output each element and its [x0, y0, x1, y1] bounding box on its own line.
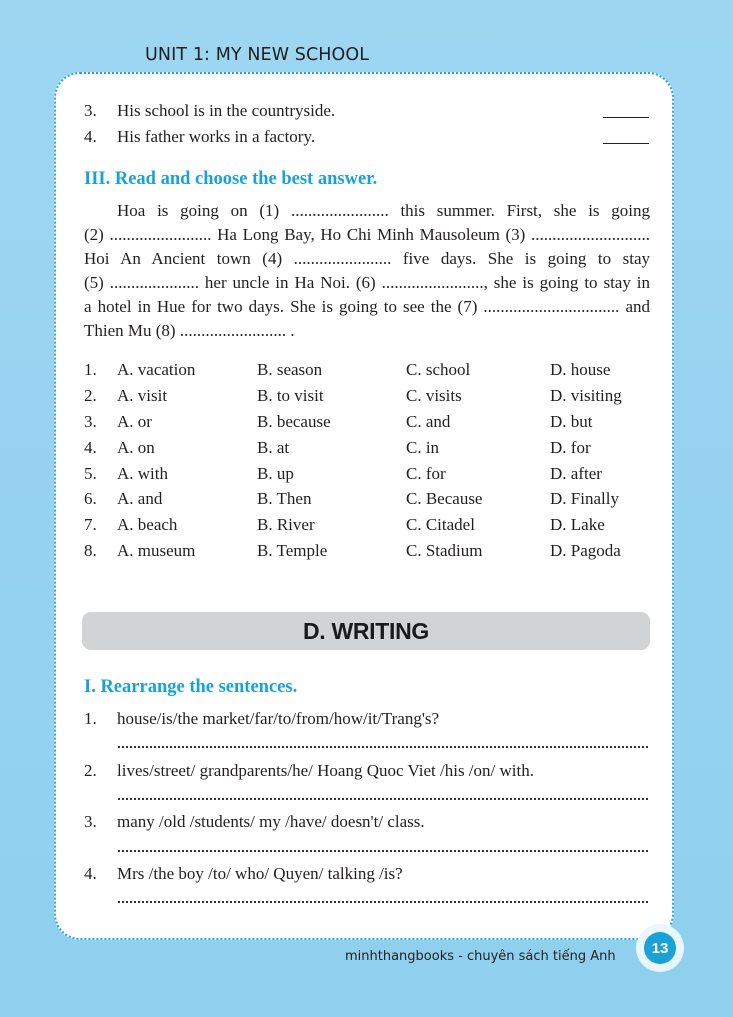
item-text: house/is/the market/far/to/from/how/it/Trang's?: [117, 709, 440, 728]
option-b[interactable]: B. season: [257, 360, 323, 379]
option-a[interactable]: A. vacation: [117, 360, 196, 379]
option-c[interactable]: C. for: [406, 464, 446, 483]
answer-line[interactable]: [118, 901, 648, 903]
option-a[interactable]: A. with: [117, 464, 168, 483]
unit-title: UNIT 1: MY NEW SCHOOL: [145, 45, 370, 65]
item-number: 1.: [84, 709, 97, 728]
option-d[interactable]: D. house: [550, 360, 611, 379]
option-number: 7.: [84, 515, 97, 534]
answer-line[interactable]: [118, 798, 648, 800]
item-text: His father works in a factory.: [117, 127, 316, 146]
passage-line: (5) ..................... her uncle in Ha Noi. (6) ........................, she is going to stay in: [84, 273, 650, 292]
page-number-badge: [636, 924, 684, 972]
section-banner: [82, 612, 650, 650]
option-number: 1.: [84, 360, 97, 379]
option-c[interactable]: C. school: [406, 360, 471, 379]
section-heading: III. Read and choose the best answer.: [84, 169, 378, 189]
page-number: 13: [644, 932, 676, 964]
option-c[interactable]: C. in: [406, 438, 440, 457]
option-b[interactable]: B. because: [257, 412, 331, 431]
option-number: 6.: [84, 489, 97, 508]
option-d[interactable]: D. Finally: [550, 489, 619, 508]
option-b[interactable]: B. River: [257, 515, 315, 534]
option-d[interactable]: D. but: [550, 412, 593, 431]
option-b[interactable]: B. up: [257, 464, 294, 483]
section-banner-title: D. WRITING: [302, 617, 430, 644]
option-d[interactable]: D. visiting: [550, 386, 622, 405]
option-c[interactable]: C. visits: [406, 386, 462, 405]
passage-line: Hoi An Ancient town (4) ....................... five days. She is going to stay: [84, 249, 650, 268]
section-heading: I. Rearrange the sentences.: [84, 677, 298, 697]
answer-line[interactable]: [118, 850, 648, 852]
option-a[interactable]: A. or: [117, 412, 152, 431]
option-a[interactable]: A. and: [117, 489, 163, 508]
option-b[interactable]: B. to visit: [257, 386, 324, 405]
passage-line: Thien Mu (8) ......................... .: [84, 321, 295, 340]
answer-blank[interactable]: [603, 143, 649, 144]
option-b[interactable]: B. Temple: [257, 541, 328, 560]
option-d[interactable]: D. Pagoda: [550, 541, 621, 560]
option-d[interactable]: D. Lake: [550, 515, 605, 534]
item-number: 3.: [84, 101, 97, 120]
option-c[interactable]: C. Citadel: [406, 515, 475, 534]
item-text: lives/street/ grandparents/he/ Hoang Quoc Viet /his /on/ with.: [117, 761, 534, 780]
option-c[interactable]: C. Because: [406, 489, 483, 508]
option-a[interactable]: A. on: [117, 438, 155, 457]
item-number: 4.: [84, 864, 97, 883]
option-a[interactable]: A. beach: [117, 515, 178, 534]
answer-blank[interactable]: [603, 117, 649, 118]
option-number: 5.: [84, 464, 97, 483]
option-d[interactable]: D. after: [550, 464, 602, 483]
item-text: Mrs /the boy /to/ who/ Quyen/ talking /is?: [117, 864, 403, 883]
option-number: 2.: [84, 386, 97, 405]
option-b[interactable]: B. Then: [257, 489, 312, 508]
item-text: His school is in the countryside.: [117, 101, 336, 120]
option-number: 8.: [84, 541, 97, 560]
passage-line: a hotel in Hue for two days. She is going to see the (7) ................................ and: [84, 297, 650, 316]
option-a[interactable]: A. visit: [117, 386, 168, 405]
option-b[interactable]: B. at: [257, 438, 290, 457]
passage-line: Hoa is going on (1) ....................... this summer. First, she is going: [117, 201, 650, 220]
option-number: 3.: [84, 412, 97, 431]
option-c[interactable]: C. and: [406, 412, 451, 431]
item-number: 2.: [84, 761, 97, 780]
item-text: many /old /students/ my /have/ doesn't/ class.: [117, 812, 425, 831]
passage-line: (2) ........................ Ha Long Bay, Ho Chi Minh Mausoleum (3) ............................: [84, 225, 650, 244]
answer-line[interactable]: [118, 746, 648, 748]
publisher-footer: minhthangbooks - chuyên sách tiếng Anh: [345, 949, 616, 964]
item-number: 4.: [84, 127, 97, 146]
option-number: 4.: [84, 438, 97, 457]
option-a[interactable]: A. museum: [117, 541, 196, 560]
option-c[interactable]: C. Stadium: [406, 541, 483, 560]
item-number: 3.: [84, 812, 97, 831]
option-d[interactable]: D. for: [550, 438, 591, 457]
